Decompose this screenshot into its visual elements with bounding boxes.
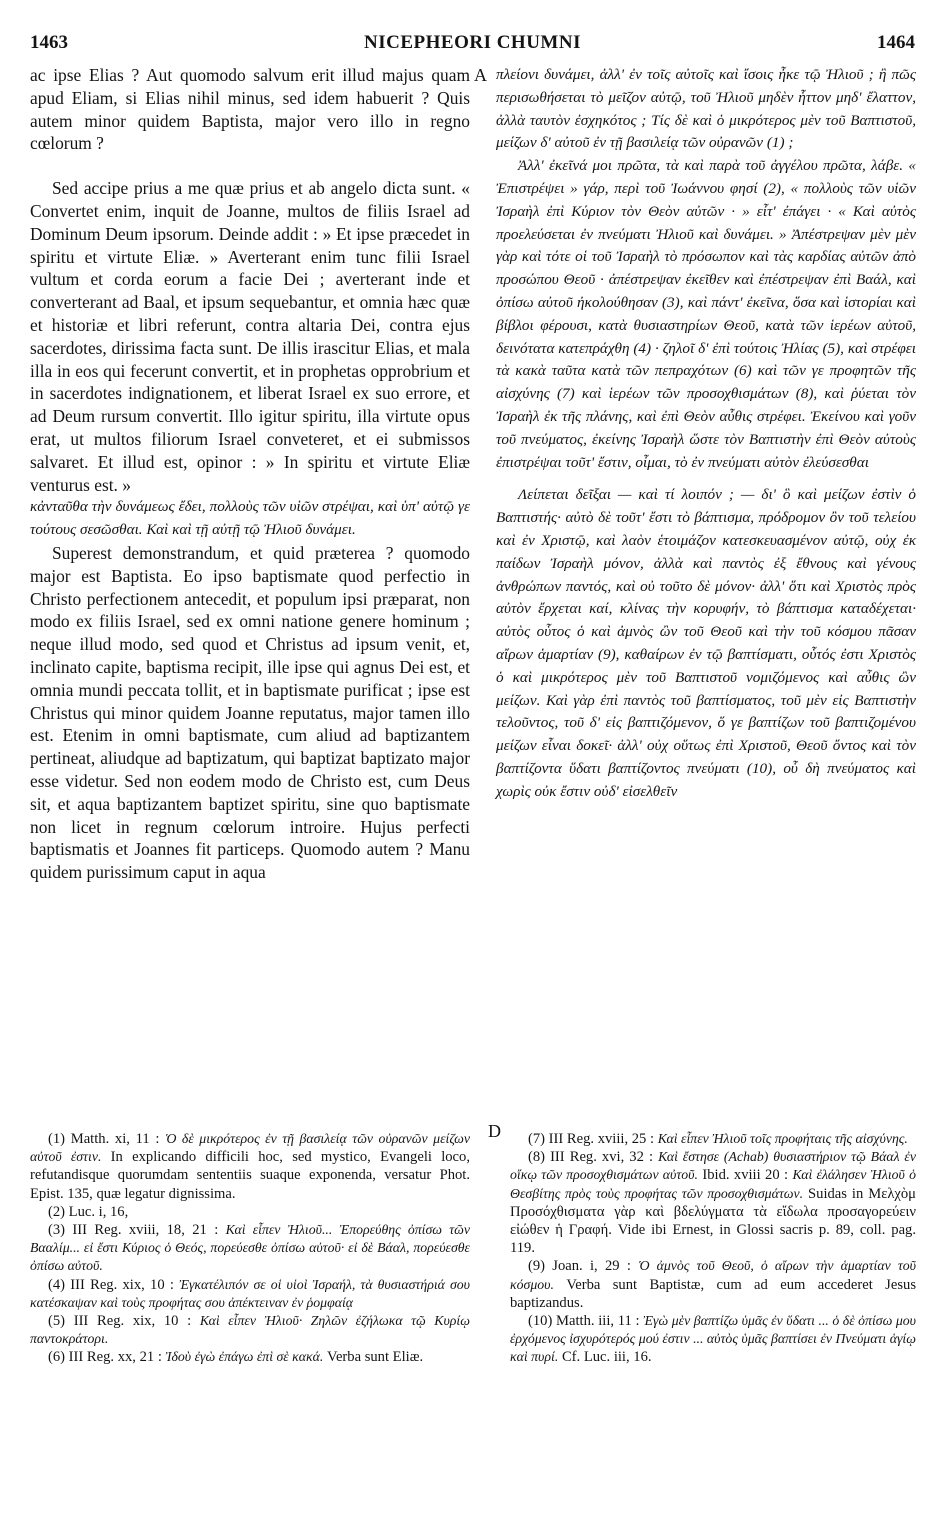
footnote: (7) III Reg. xviii, 25 : Καὶ εἶπεν Ἠλιοῦ τοῖς προφήταις τῆς αἰσχύνης.	[528, 1131, 908, 1147]
margin-marker-a: A	[474, 65, 487, 85]
footnotes-left	[30, 1130, 470, 1367]
latin-column	[30, 64, 470, 884]
greek-paragraph-3: Λείπεται δεῖξαι — καὶ τί λοιπόν ; — δι' ὃ καὶ μείζων ἐστὶν ὁ Βαπτιστής· αὐτὸ δὲ τοῦτ' ἔστι τὸ βάπτισμα, πρόδρομον ὂν τοῦ τελείου καὶ ἐν Χριστῷ, καὶ λαὸν ἑτοιμάζον κατεσκευασμένον αὐτῷ, οὐχ ἐκ παίδων Ἰσραὴλ μόνον, ἀλλὰ καὶ παντὸς ἐξ ἔθνους καὶ γένους ἀνθρώπων παντός, καὶ οὐ τοῦτο δὲ μόνον· ἀλλ' ὅτι καὶ Χριστὸς πρὸς αὐτὸν ἔρχεται καί, κλίνας τὴν κορυφήν, τὸ βάπτισμα καταδέχεται· αὐτὸς οὗτος ὁ καὶ ἀμνὸς ὢν τοῦ Θεοῦ καὶ τὴν τοῦ κόσμου πᾶσαν αἴρων ἁμαρτίαν (9), καθαίρων ἐν τῷ βαπτίσματι, οὗτός ἐστι Χριστὸς ὁ καὶ μικρότερος μὲν τοῦ Βαπτιστοῦ νομιζόμενος καὶ αὖθις ὢν μείζων. Καὶ γὰρ ἐπὶ παντὸς τοῦ βαπτίσματος, τοῦ μὲν εἰς Βαπτιστὴν τελοῦντος, τοῦ δ' εἰς βαπτιζόμενον, ὅ γε βαπτίζων τοῦ βαπτιζομένου μείζων εἶναι δοκεῖ· ἀλλ' οὐχ οὕτως ἐπὶ Χριστοῦ, Θεοῦ ὄντος καὶ τὸν βαπτίζοντα ὕδατι βαπτίζοντος πνεύματι (10), οὗ δὴ πνεύματος καὶ χωρὶς οὐκ ἔστιν οὐδ' εἰσελθεῖν	[496, 486, 916, 800]
latin-paragraph-3: Superest demonstrandum, et quid præterea ? quomodo major est Baptista. Eo ipso baptismate quod perfectio in Christo perfectionem antecedit, et populum ipsi præparat, non modo ex filiis Israel, sed ex omni natione genere hominum ; neque illud modo, sed quod et Christus ad ipsum venit, et, inclinato capite, baptisma recipit, ille ipse qui agnus Dei est, et omnia mundi peccata tollit, et in baptismate purificat ; ipse est Christus qui minor quidem Joanne reputatus, major tamen illo est. Etenim in omni baptismate, cum aliud ad baptizantem pertineat, aliudque ad baptizatum, qui baptizat baptizato major esse videtur. Sed non eodem modo de Christo est, cum Deus sit, et aqua baptizantem baptizet spiritu, sine quo baptismate non licet in regnum cœlorum introire. Hujus perfecti baptismatis et Joannes fit particeps. Quomodo autem ? Manu quidem purissimum caput in aqua	[30, 542, 470, 883]
footnote: (2) Luc. i, 16,	[48, 1203, 129, 1220]
latin-paragraph-2: Sed accipe prius a me quæ prius et ab angelo dicta sunt. « Convertet enim, inquit de Joanne, multos de filiis Israel ad Dominum Deum ipsorum. Deinde addit : » Et ipse præcedet in spiritu et virtute Eliæ. » Averterant enim tunc filii Israel vultum et corda eorum a facie Dei ; averterant inde et converterant ad Baal, et ipsum sequebantur, et omnia hæc quæ et historiæ et libri referunt, contra altaria Dei, contra ejus sacerdotes, dirissima facta sunt. De illis irascitur Elias, et mala illa in eos qui fecerunt convertit, et in prophetas opprobrium et in sacerdotes indignationem, et liberat Israel ex suo errore, et ad Deum rursum convertit. Illo igitur spiritu, illa virtute opus erat, ut multos filiorum Israel conveteret, et ei submissos salvaret. Et illud est, opinor : » In spiritu et virtute Eliæ venturus est. »	[30, 178, 470, 495]
running-title: NICEPHEORI CHUMNI	[364, 32, 581, 53]
footnote: (9) Joan. i, 29 : Ὁ ἀμνὸς τοῦ Θεοῦ, ὁ αἴρων τὴν ἁμαρτίαν τοῦ κόσμου. Verba sunt Baptistæ, cum ad eum accederet Jesus baptizandus.	[510, 1258, 916, 1311]
footnote: (4) III Reg. xix, 10 : Ἐγκατέλιπόν σε οἱ υἱοὶ Ἰσραήλ, τὰ θυσιαστήριά σου κατέσκαψαν καὶ τοὺς προφήτας σου ἀπέκτειναν ἐν ῥομφαίᾳ	[30, 1276, 470, 1310]
page-number-right: 1464	[877, 32, 915, 53]
greek-paragraph-1: πλείονι δυνάμει, ἀλλ' ἐν τοῖς αὐτοῖς καὶ ἴσοις ἦκε τῷ Ἠλιοῦ ; ἢ πῶς περισωθήσεται τὸ μεῖζον αὐτῷ, τοῦ Ἠλιοῦ μηδὲν ἧττον μηδ' ἔλαττον, ἀλλὰ ταυτὸν ἐσχηκότος ; Τίς δὲ καὶ ὁ μικρότερος μὲν τοῦ Βαπτιστοῦ, μείζων δ' αὐτοῦ ἐν τῇ βασιλείᾳ τῶν οὐρανῶν (1) ;	[496, 66, 916, 152]
page-number-left: 1463	[30, 32, 68, 53]
footnote: (1) Matth. xi, 11 : Ὁ δὲ μικρότερος ἐν τῇ βασιλείᾳ τῶν οὐρανῶν μείζων αὐτοῦ ἐστιν. In explicando difficili hoc, sed mystico, Evangeli loco, refutandisque quorumdam sententiis suaque exponenda, versatur Phot. Epist. 135, quæ legatur dignissima.	[30, 1131, 470, 1202]
footnote: (6) III Reg. xx, 21 : Ἰδοὺ ἐγὼ ἐπάγω ἐπὶ σὲ κακά. Verba sunt Eliæ.	[48, 1349, 424, 1366]
greek-paragraph-2: Ἀλλ' ἐκεῖνά μοι πρῶτα, τὰ καὶ παρὰ τοῦ ἀγγέλου πρῶτα, λάβε. « Ἐπιστρέψει » γάρ, περὶ τοῦ Ἰωάννου φησί (2), « πολλοὺς τῶν υἱῶν Ἰσραὴλ ἐπὶ Κύριον τὸν Θεὸν αὐτῶν · » εἶτ' ἐπάγει · « Καὶ αὐτὸς προελεύσεται ἐν πνεύματι Ἠλιοῦ καὶ δυνάμει. » Ἀπέστρεψαν μὲν μὲν γὰρ καὶ τότε οἱ τοῦ Ἰσραὴλ τὸ πρόσωπον καὶ τὰς καρδίας αὐτῶν ἀπὸ προσώπου Θεοῦ · ἀπέστρεψαν ἐκεῖθεν καὶ ἐπέστρεψαν ἐπὶ Βαάλ, καὶ ὀπίσω αὐτοῦ ἠκολούθησαν (3), καὶ πάντ' ἐκεῖνα, ὅσα καὶ ἱστορίαι καὶ βίβλοι φέρουσι, κατὰ θυσιαστηρίων Θεοῦ, κατὰ τῶν ἱερέων αὐτοῦ, δεινότατα κατεπράχθη (4) · ζηλοῖ δ' ἐπὶ τούτοις Ἠλίας (5), καὶ στρέφει τὰ κακὰ ταῦτα κατὰ τῶν πεπραχότων (6) καὶ τῶν γε προφητῶν τῆς αἰσχύνης (7) καὶ ἱερέων τῶν προσοχθισμάτων (8), καὶ ῥύεται τὸν Ἰσραὴλ ἐκ τῆς πλάνης, καὶ ἐπὶ Θεὸν αὖθις στρέφει. Ἐκείνου καὶ γοῦν τοῦ πνεύματος, ἐκείνης Ἰσραὴλ ὥστε τὸν Βαπτιστὴν ἐπὶ Θεὸν αὐτοὺς ἐπιστρέψαι τοῦτ' ἔστιν, οἶμαι, τὸ ἐν πνεύματι αὐτὸν ἐλεύσεσθαι	[496, 157, 916, 471]
footnote: (10) Matth. iii, 11 : Ἐγὼ μὲν βαπτίζω ὑμᾶς ἐν ὕδατι ... ὁ δὲ ὀπίσω μου ἐρχόμενος ἰσχυρότερός μού ἐστιν ... αὐτὸς ὑμᾶς βαπτίσει ἐν Πνεύματι ἁγίῳ καὶ πυρί. Cf. Luc. iii, 16.	[510, 1313, 916, 1366]
greek-column	[496, 64, 916, 804]
footnote: (3) III Reg. xviii, 18, 21 : Καὶ εἶπεν Ἠλιοῦ... Ἐπορεύθης ὀπίσω τῶν Βααλίμ... εἰ ἔστι Κύριος ὁ Θεός, πορεύεσθε ὀπίσω αὐτοῦ· εἰ δὲ Βάαλ, πορεύεσθε ὀπίσω αὐτοῦ.	[30, 1222, 470, 1274]
footnote: (5) III Reg. xix, 10 : Καὶ εἶπεν Ἠλιοῦ· Ζηλῶν ἐζήλωκα τῷ Κυρίῳ παντοκράτορι.	[30, 1313, 471, 1347]
footnotes-right	[510, 1130, 916, 1367]
footnote: (8) III Reg. xvi, 32 : Καὶ ἔστησε (Achab) θυσιαστήριον τῷ Βάαλ ἐν οἴκῳ τῶν προσοχθισμάτων αὐτοῦ. Ibid. xviii 20 : Καὶ ἐλάλησεν Ἠλιοῦ ὁ Θεσβίτης πρὸς τοὺς προφήτας τῶν προσοχθισμάτων. Suidas in Μελχὸμ Προσόχθισματα γὰρ καὶ βδελύγματα τὰ εἴδωλα προσαγορεύειν εἰώθεν ἡ Γραφή. Vide ibi Ernest, in Glossi sacris p. 89, coll. pag. 119.	[510, 1149, 916, 1257]
page-header	[30, 32, 915, 58]
greek-continuation: κἀνταῦθα τὴν δυνάμεως ἔδει, πολλοὺς τῶν υἱῶν στρέψαι, καὶ ὑπ' αὐτῷ γε τούτους σεσῶσθαι. Καὶ καὶ τῇ αὐτῇ τῷ Ἠλιοῦ δυνάμει.	[30, 498, 470, 539]
latin-paragraph-1: ac ipse Elias ? Aut quomodo salvum erit illud majus quam apud Eliam, si Elias nihil minus, sed idem habuerit ? Quis autem minor quidem Baptista, major vero illo in regno cœlorum ?	[30, 65, 470, 154]
margin-marker-d: D	[488, 1121, 501, 1141]
